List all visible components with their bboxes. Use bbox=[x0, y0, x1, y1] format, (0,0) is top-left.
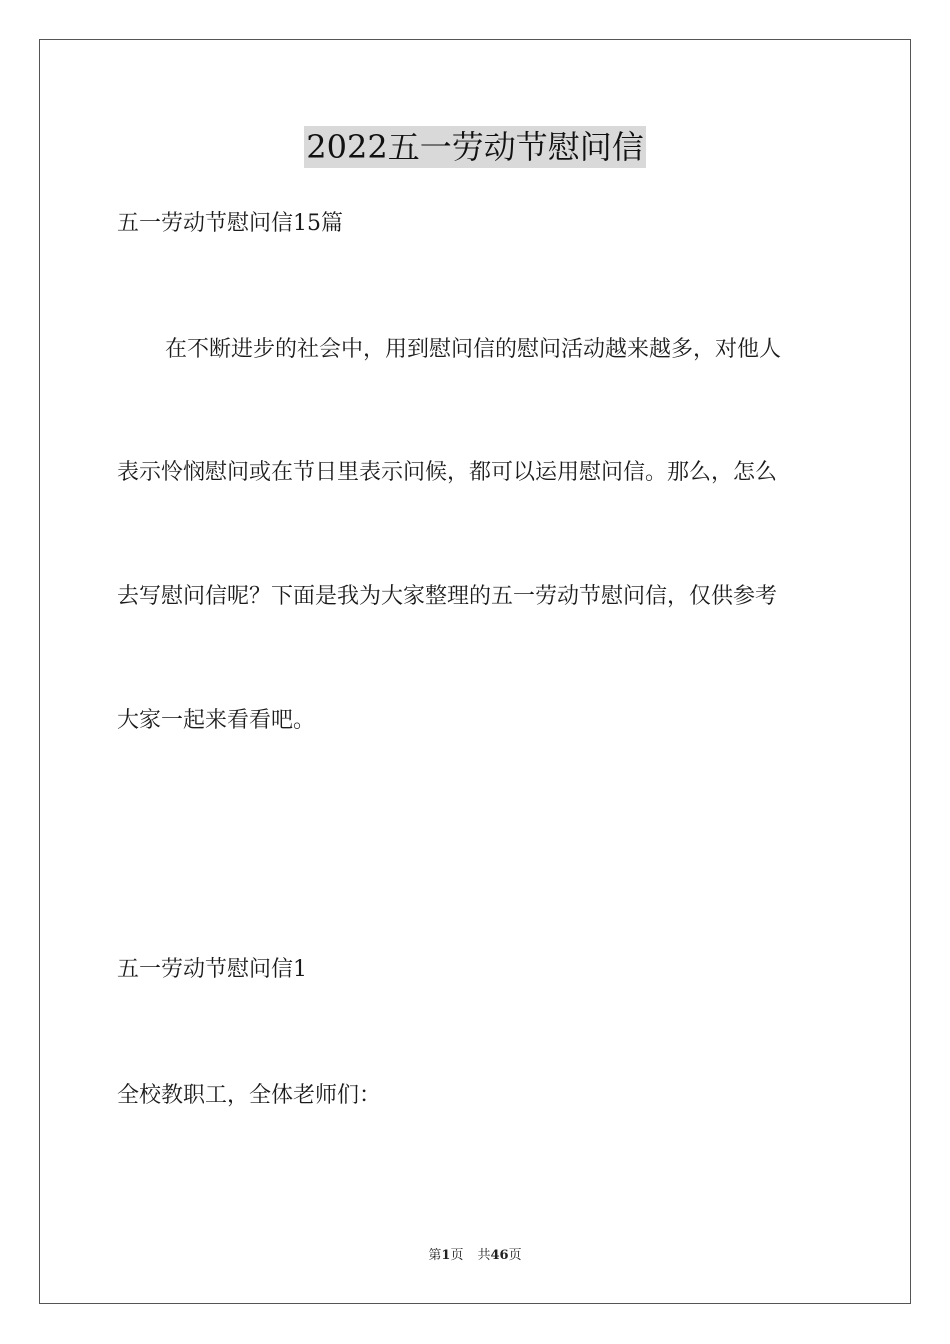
footer-page-suffix: 页 bbox=[450, 1248, 464, 1263]
title-container bbox=[0, 126, 950, 168]
document-title: 2022五一劳动节慰问信 bbox=[306, 128, 644, 166]
intro-line-2: 表示怜悯慰问或在节日里表示问候，都可以运用慰问信。那么，怎么 bbox=[117, 460, 778, 485]
footer-total-suffix: 页 bbox=[508, 1248, 522, 1263]
footer-total-pages: 46 bbox=[490, 1248, 509, 1263]
footer-page-prefix: 第 bbox=[428, 1248, 442, 1263]
page-footer bbox=[0, 1247, 950, 1265]
section-heading: 五一劳动节慰问信1 bbox=[117, 957, 307, 982]
intro-line-4: 大家一起来看看吧。 bbox=[117, 708, 316, 733]
salutation: 全校教职工，全体老师们： bbox=[117, 1083, 382, 1108]
footer-page-number: 1 bbox=[441, 1248, 451, 1263]
intro-line-1: 在不断进步的社会中，用到慰问信的慰问活动越来越多，对他人 bbox=[165, 337, 782, 362]
footer-total-prefix: 共 bbox=[477, 1248, 491, 1263]
intro-line-3: 去写慰问信呢？下面是我为大家整理的五一劳动节慰问信，仅供参考 bbox=[117, 584, 778, 609]
document-subtitle: 五一劳动节慰问信15篇 bbox=[117, 211, 343, 236]
